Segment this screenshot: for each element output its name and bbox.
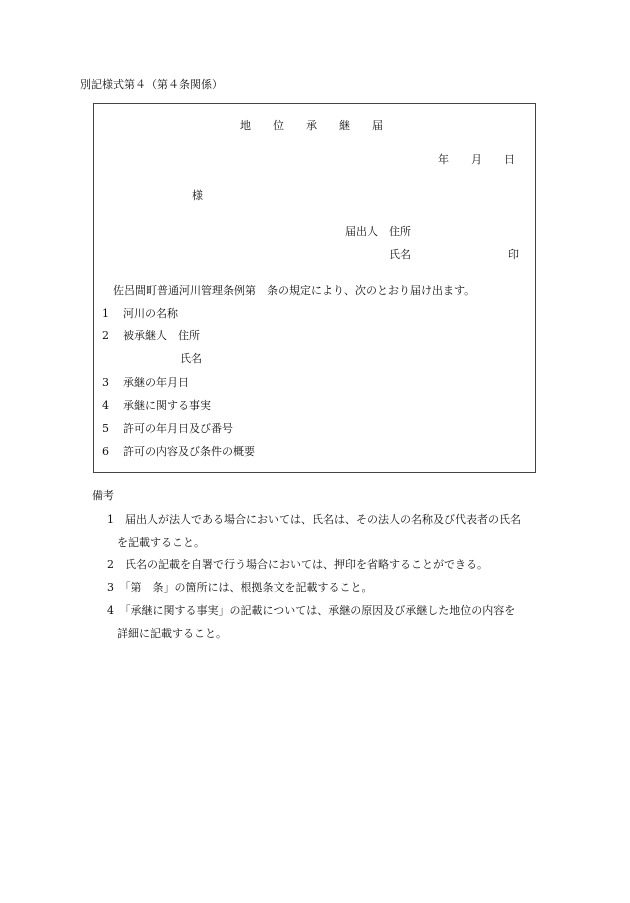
note-line: 1 届出人が法人である場合においては、氏名は、その法人の名称及び代表者の氏名 <box>107 513 521 526</box>
notes-heading: 備考 <box>92 489 114 502</box>
item-label-succession-date: 承継の年月日 <box>123 376 189 389</box>
item-label-predecessor-address: 被承継人 住所 <box>123 329 200 342</box>
item-number: 5 <box>102 422 109 435</box>
seal-mark: 印 <box>508 248 519 261</box>
item-label-permit-summary: 許可の内容及び条件の概要 <box>123 445 255 458</box>
item-number: 1 <box>102 307 109 320</box>
item-number: 6 <box>102 445 109 458</box>
applicant-name-label: 氏名 <box>389 248 411 261</box>
date-line: 年 月 日 <box>438 153 515 166</box>
item-label-river-name: 河川の名称 <box>123 307 178 320</box>
applicant-address-label: 届出人 住所 <box>345 225 411 238</box>
note-line: 4 「承継に関する事実」の記載については、承継の原因及び承継した地位の内容を <box>107 604 516 617</box>
item-label-predecessor-name: 氏名 <box>180 352 202 365</box>
note-line: を記載すること。 <box>117 536 205 549</box>
form-number: 別記様式第４（第４条関係） <box>80 78 223 91</box>
note-line: 2 氏名の記載を自署で行う場合においては、押印を省略することができる。 <box>107 558 488 571</box>
item-label-succession-facts: 承継に関する事実 <box>123 399 211 412</box>
addressee-suffix: 様 <box>192 189 203 202</box>
form-intro: 佐呂間町普通河川管理条例第 条の規定により、次のとおり届け出ます。 <box>113 284 476 297</box>
note-line: 詳細に記載すること。 <box>117 627 227 640</box>
form-title: 地 位 承 継 届 <box>240 119 383 132</box>
item-number: 3 <box>102 376 109 389</box>
item-number: 4 <box>102 399 109 412</box>
item-number: 2 <box>102 329 109 342</box>
item-label-permit-date-number: 許可の年月日及び番号 <box>123 422 233 435</box>
note-line: 3 「第 条」の箇所には、根拠条文を記載すること。 <box>107 581 373 594</box>
